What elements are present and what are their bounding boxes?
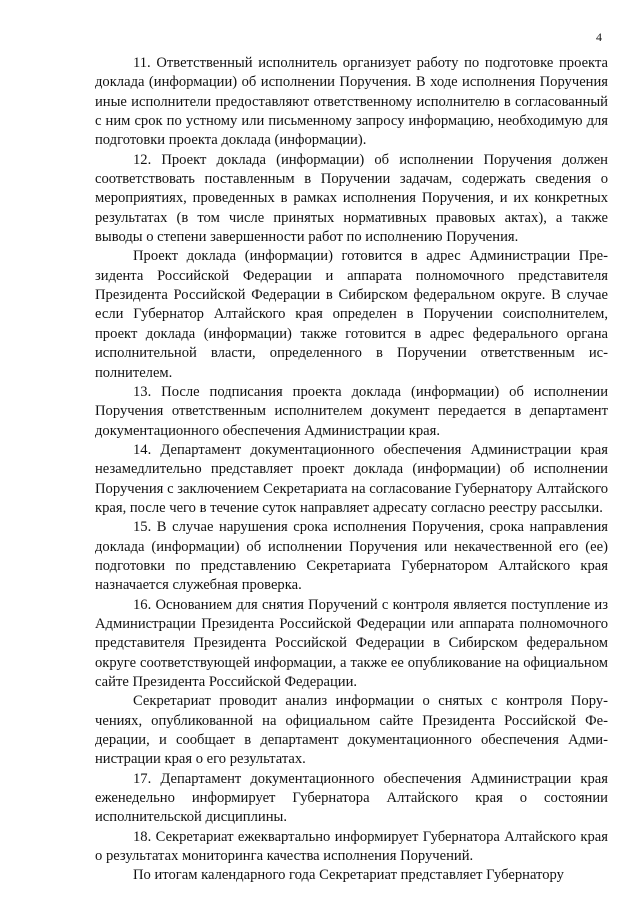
paragraph-15: 15. В случае нарушения срока исполнения Поручения, срока направления доклада (информации) об исполнении Поручения или некачественной его (ее) подготовки по представлению Секретариата Губернатором Алтайского края назначается служебная проверка. [95,519,608,594]
paragraph-16-analysis: Секретариат проводит анализ информации о снятых с контроля Поручениях, опубликованной на официальном сайте Президента Российской Федерации, и сообщает в департамент документационного обеспечения Администрации края о его результатах. [95,693,608,768]
page-number: 4 [596,30,602,44]
paragraph-18-annual: По итогам календарного года Секретариат представляет Губернатору [133,867,564,884]
paragraph-14: 14. Департамент документационного обеспечения Администрации края незамедлительно представляет проект доклада (информации) об исполнении Поручения с заключением Секретариата на согласование Губернатору Алтайского края, после чего в течение суток направляет адресату согласно реестру рассылки. [95,441,608,516]
paragraph-12: 12. Проект доклада (информации) об исполнении Поручения должен соответствовать поставленным в Поручении задачам, содержать сведения о мероприятиях, проведенных в рамках исполнения Поручения, и их конкретных результатах (в том числе принятых нормативных правовых актах), а также выводы о степени завершенности работ по исполнению Поручения. [95,151,608,246]
paragraph-18: 18. Секретариат ежеквартально информирует Губернатора Алтайского края о результатах мониторинга качества исполнения Поручений. [95,828,608,865]
paragraph-11: 11. Ответственный исполнитель организует работу по подготовке проекта доклада (информации) об исполнении Поручения. В ходе исполнения Поручения иные исполнители предоставляют ответственному исполнителю в согласованный с ним срок по устному или письменному запросу информацию, необходимую для подготовки проекта доклада (информации). [95,55,608,149]
paragraph-13: 13. После подписания проекта доклада (информации) об исполнении Поручения ответственным исполнителем документ передается в департамент документационного обеспечения Администрации края. [95,383,608,439]
document-body [95,54,608,886]
paragraph-16: 16. Основанием для снятия Поручений с контроля является поступление из Администрации Президента Российской Федерации или аппарата полномочного представителя Президента Российской Федерации в Сибирском федеральном округе соответствующей информации, а также ее опубликование на официальном сайте Президента Российской Федерации. [95,596,608,690]
paragraph-17: 17. Департамент документационного обеспечения Администрации края еженедельно информирует Губернатора Алтайского края о состоянии исполнительской дисциплины. [95,770,608,826]
paragraph-12-addressees: Проект доклада (информации) готовится в адрес Администрации Президента Российской Федерации и аппарата полномочного представителя Президента Российской Федерации в Сибирском федеральном округе. В случае если Губернатор Алтайского края определен в Поручении соисполнителем, проект доклада (информации) также готовится в адрес федерального органа исполнительной власти, определенного в Поручении ответственным исполнителем. [95,248,608,381]
